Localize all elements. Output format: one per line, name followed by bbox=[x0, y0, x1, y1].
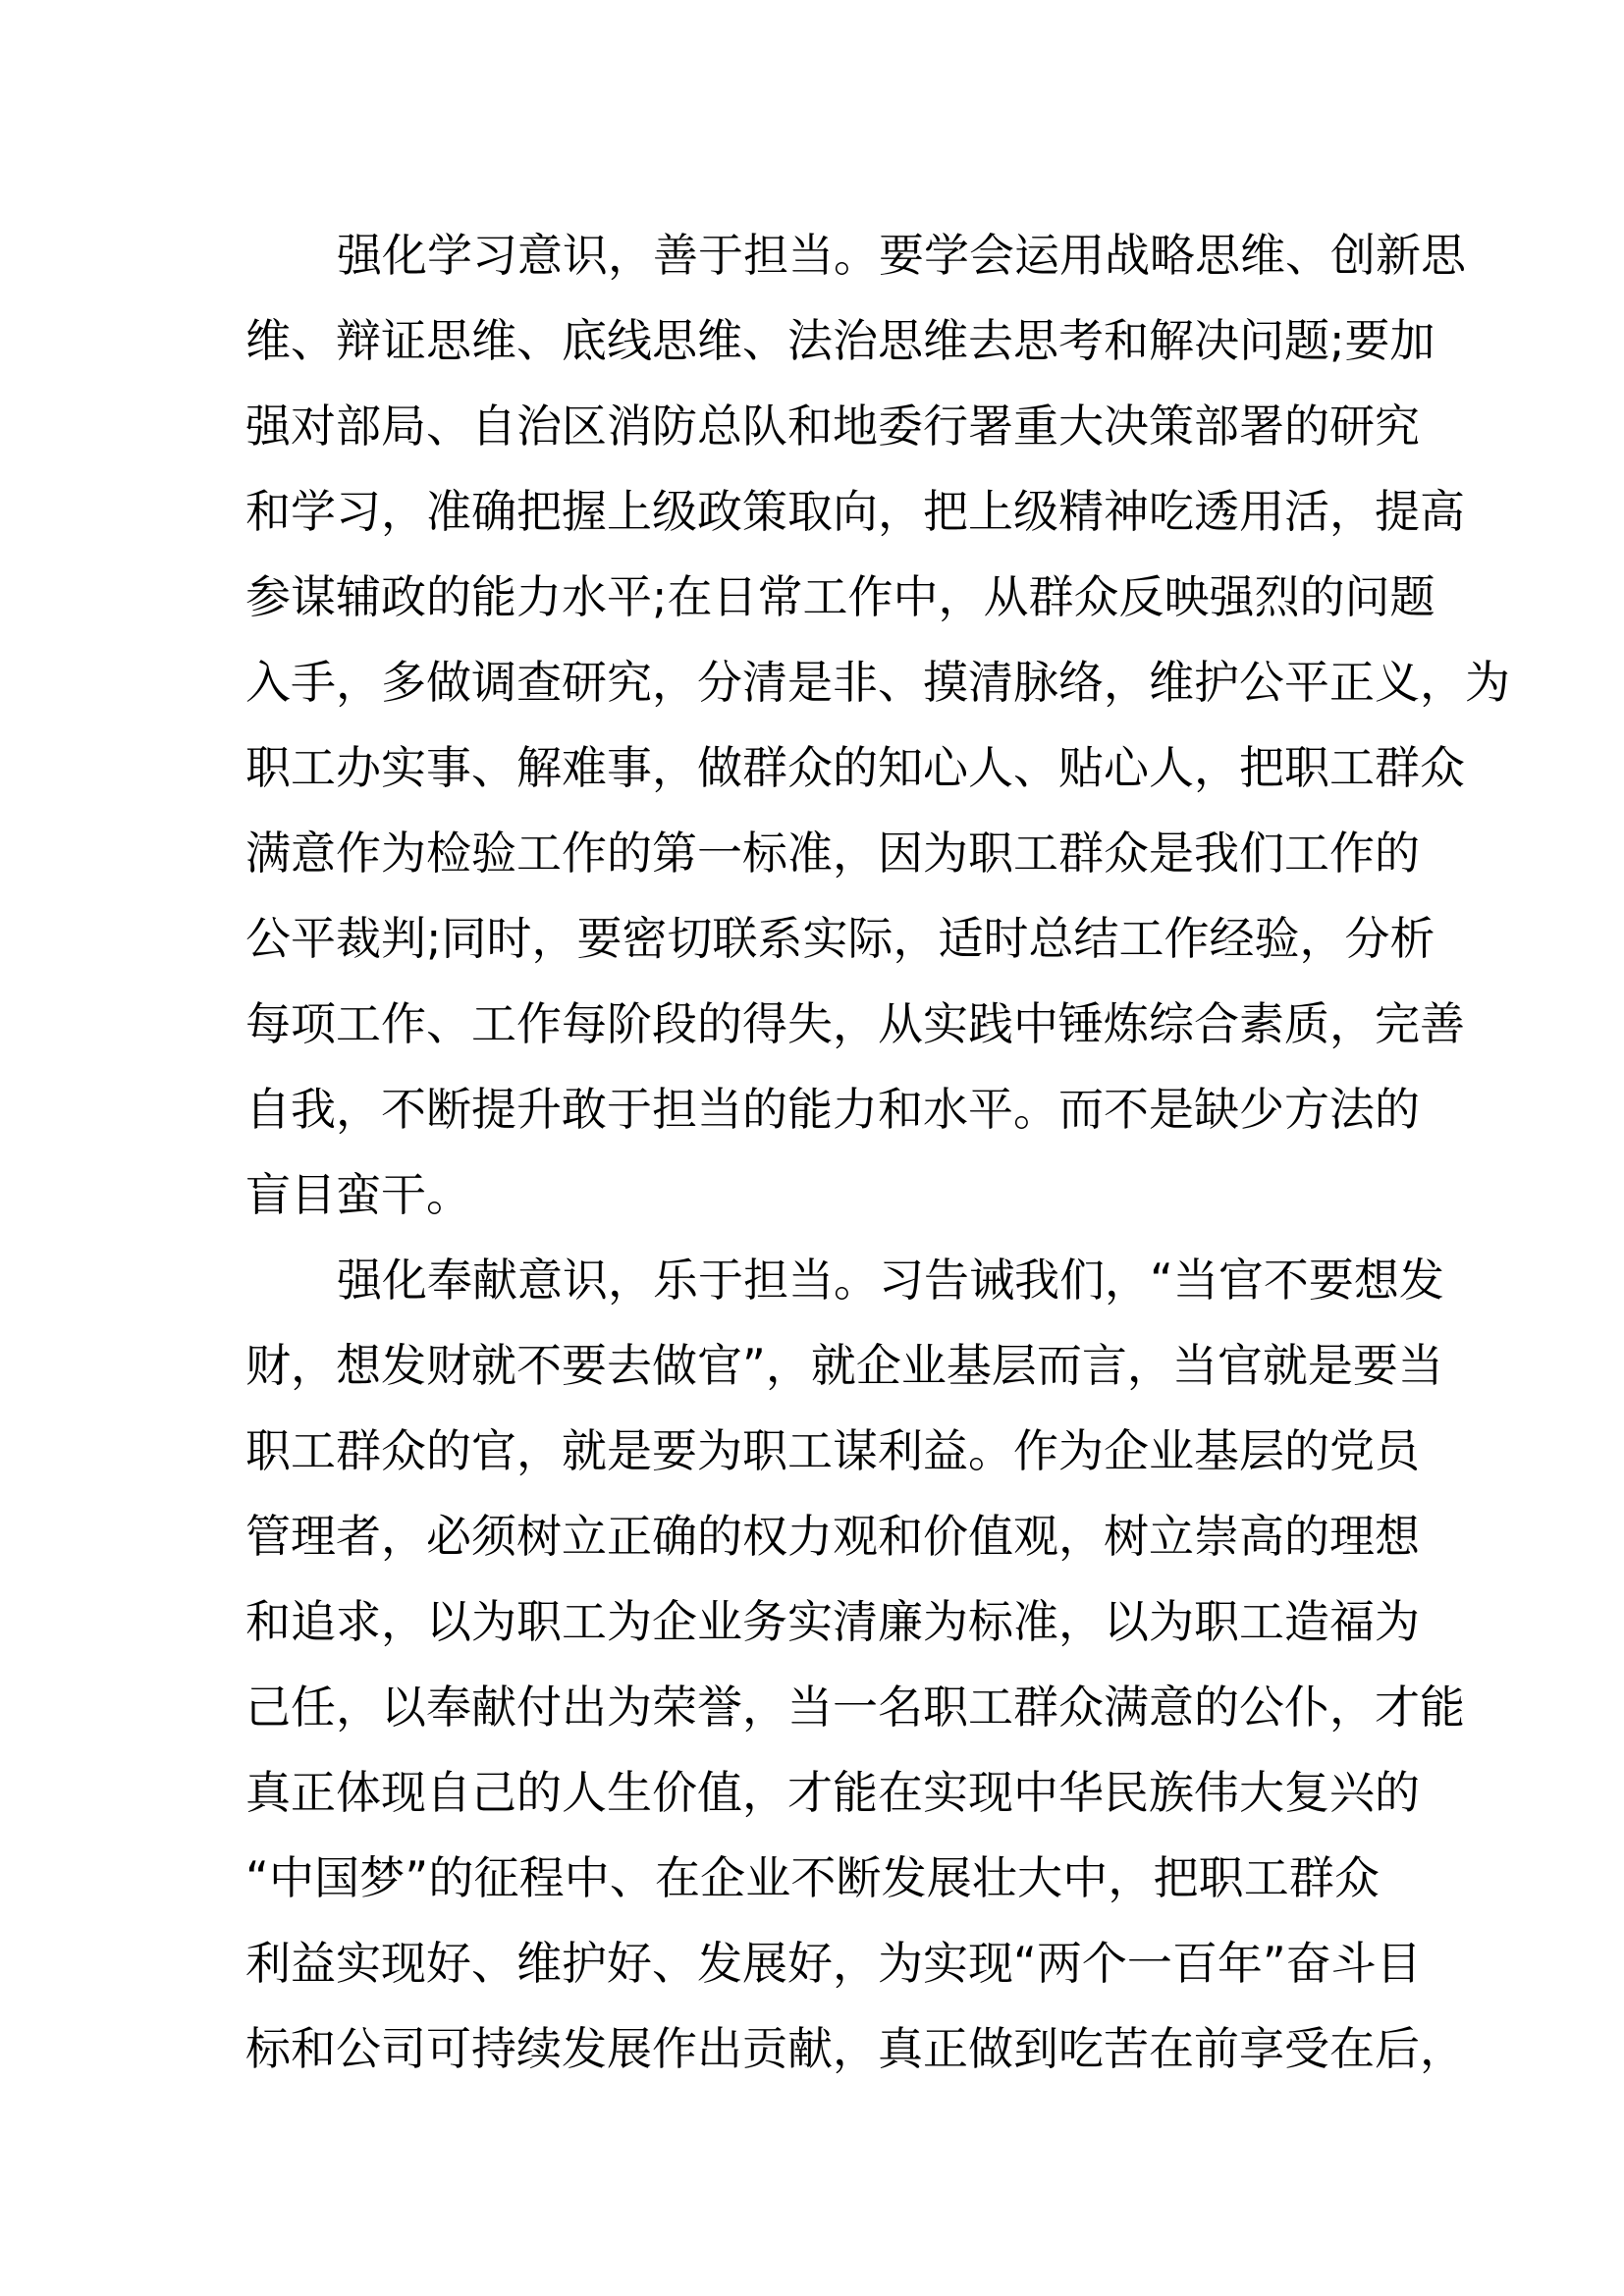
paragraph-line: 盲目蛮干。 bbox=[245, 1168, 471, 1221]
paragraph-line: 维、辩证思维、底线思维、法治思维去思考和解决问题;要加 bbox=[245, 314, 1435, 367]
paragraph-line: 利益实现好、维护好、发展好，为实现“两个一百年”奋斗目 bbox=[245, 1937, 1422, 1990]
paragraph-line: 职工群众的官，就是要为职工谋利益。作为企业基层的党员 bbox=[245, 1424, 1420, 1477]
document-body bbox=[245, 224, 1510, 2103]
paragraph-line: 入手，多做调查研究，分清是非、摸清脉络，维护公平正义，为 bbox=[245, 656, 1510, 709]
paragraph-line: 每项工作、工作每阶段的得失，从实践中锤炼综合素质，完善 bbox=[245, 997, 1465, 1050]
paragraph-line: 己任，以奉献付出为荣誉，当一名职工群众满意的公仆，才能 bbox=[245, 1681, 1465, 1734]
paragraph-line: 真正体现自己的人生价值，才能在实现中华民族伟大复兴的 bbox=[245, 1766, 1420, 1819]
paragraph-line: “中国梦”的征程中、在企业不断发展壮大中，把职工群众 bbox=[245, 1851, 1380, 1904]
paragraph-line: 强化奉献意识，乐于担当。习告诫我们，“当官不要想发 bbox=[337, 1254, 1444, 1307]
paragraph-line: 强对部局、自治区消防总队和地委行署重大决策部署的研究 bbox=[245, 400, 1420, 453]
paragraph-line: 参谋辅政的能力水平;在日常工作中，从群众反映强烈的问题 bbox=[245, 570, 1435, 623]
paragraph-line: 标和公司可持续发展作出贡献，真正做到吃苦在前享受在后， bbox=[245, 2022, 1465, 2075]
paragraph-line: 财，想发财就不要去做官”，就企业基层而言，当官就是要当 bbox=[245, 1339, 1443, 1392]
paragraph-line: 强化学习意识，善于担当。要学会运用战略思维、创新思 bbox=[337, 229, 1466, 282]
paragraph-line: 公平裁判;同时，要密切联系实际，适时总结工作经验，分析 bbox=[245, 912, 1435, 965]
paragraph-line: 管理者，必须树立正确的权力观和价值观，树立崇高的理想 bbox=[245, 1510, 1420, 1563]
paragraph-line: 和学习，准确把握上级政策取向，把上级精神吃透用活，提高 bbox=[245, 485, 1465, 538]
paragraph-line: 职工办实事、解难事，做群众的知心人、贴心人，把职工群众 bbox=[245, 741, 1465, 794]
paragraph-line: 和追求，以为职工为企业务实清廉为标准，以为职工造福为 bbox=[245, 1595, 1420, 1648]
paragraph-line: 满意作为检验工作的第一标准，因为职工群众是我们工作的 bbox=[245, 827, 1420, 880]
paragraph-line: 自我，不断提升敢于担当的能力和水平。而不是缺少方法的 bbox=[245, 1083, 1420, 1136]
paragraph-dedication-awareness bbox=[245, 1249, 1465, 2103]
paragraph-learning-awareness bbox=[245, 224, 1510, 1249]
